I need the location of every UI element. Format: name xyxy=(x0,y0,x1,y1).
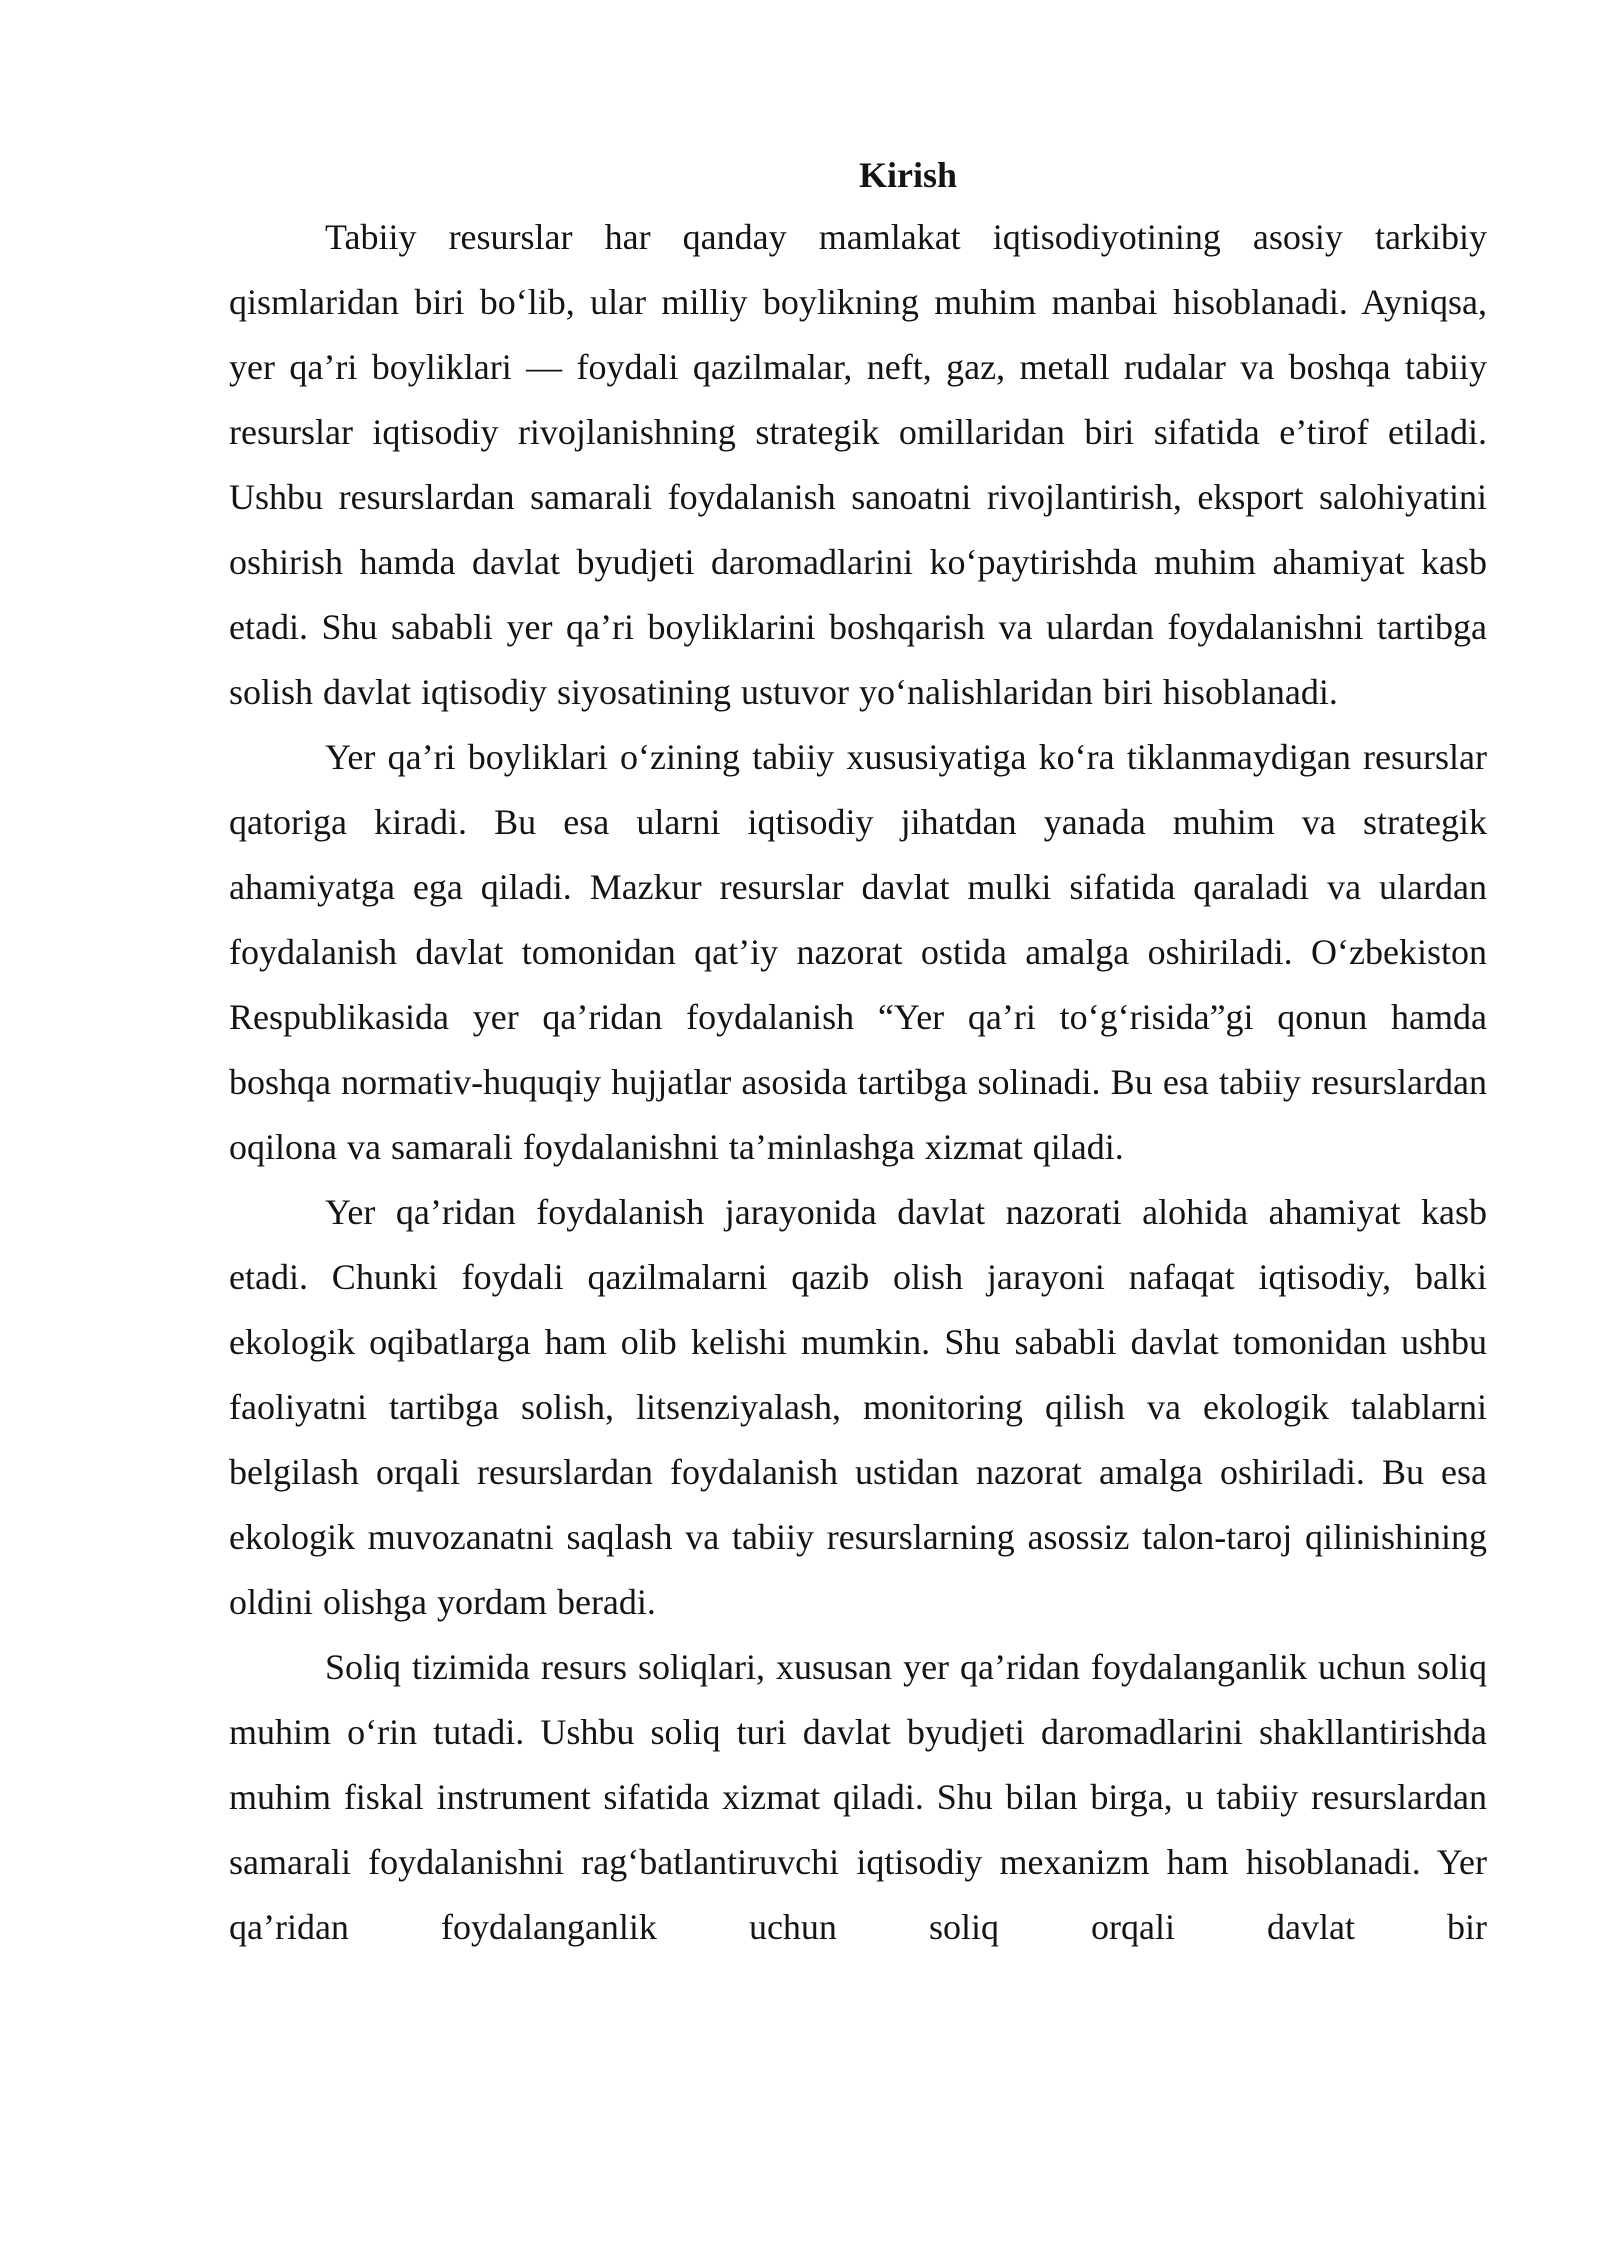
paragraph: Tabiiy resurslar har qanday mamlakat iqtisodiyotining asosiy tarkibiy qismlaridan biri bo‘lib, ular milliy boylikning muhim manbai hisoblanadi. Ayniqsa, yer qa’ri boyliklari — foydali qazilmalar, neft, gaz, metall rudalar va boshqa tabiiy resurslar iqtisodiy rivojlanishning strategik omillaridan biri sifatida e’tirof etiladi. Ushbu resurslardan samarali foydalanish sanoatni rivojlantirish, eksport salohiyatini oshirish hamda davlat byudjeti daromadlarini ko‘paytirishda muhim ahamiyat kasb etadi. Shu sababli yer qa’ri boyliklarini boshqarish va ulardan foydalanishni tartibga solish davlat iqtisodiy siyosatining ustuvor yo‘nalishlaridan biri hisoblanadi. xyxy=(229,217,1487,712)
paragraph: Yer qa’ri boyliklari o‘zining tabiiy xususiyatiga ko‘ra tiklanmaydigan resurslar qatoriga kiradi. Bu esa ularni iqtisodiy jihatdan yanada muhim va strategik ahamiyatga ega qiladi. Mazkur resurslar davlat mulki sifatida qaraladi va ulardan foydalanish davlat tomonidan qat’iy nazorat ostida amalga oshiriladi. O‘zbekiston Respublikasida yer qa’ridan foydalanish “Yer qa’ri to‘g‘risida”gi qonun hamda boshqa normativ-huquqiy hujjatlar asosida tartibga solinadi. Bu esa tabiiy resurslardan oqilona va samarali foydalanishni ta’minlashga xizmat qiladi. xyxy=(229,737,1487,1167)
document-body xyxy=(229,145,1487,1960)
page-title: Kirish xyxy=(858,155,957,195)
paragraph: Soliq tizimida resurs soliqlari, xususan yer qa’ridan foydalanganlik uchun soliq muhim o‘rin tutadi. Ushbu soliq turi davlat byudjeti daromadlarini shakllantirishda muhim fiskal instrument sifatida xizmat qiladi. Shu bilan birga, u tabiiy resurslardan samarali foydalanishni rag‘batlantiruvchi iqtisodiy mexanizm ham hisoblanadi. Yer qa’ridan foydalanganlik uchun soliq orqali davlat bir xyxy=(229,1647,1487,1947)
paragraph: Yer qa’ridan foydalanish jarayonida davlat nazorati alohida ahamiyat kasb etadi. Chunki foydali qazilmalarni qazib olish jarayoni nafaqat iqtisodiy, balki ekologik oqibatlarga ham olib kelishi mumkin. Shu sababli davlat tomonidan ushbu faoliyatni tartibga solish, litsenziyalash, monitoring qilish va ekologik talablarni belgilash orqali resurslardan foydalanish ustidan nazorat amalga oshiriladi. Bu esa ekologik muvozanatni saqlash va tabiiy resurslarning asossiz talon-taroj qilinishining oldini olishga yordam beradi. xyxy=(229,1192,1487,1622)
